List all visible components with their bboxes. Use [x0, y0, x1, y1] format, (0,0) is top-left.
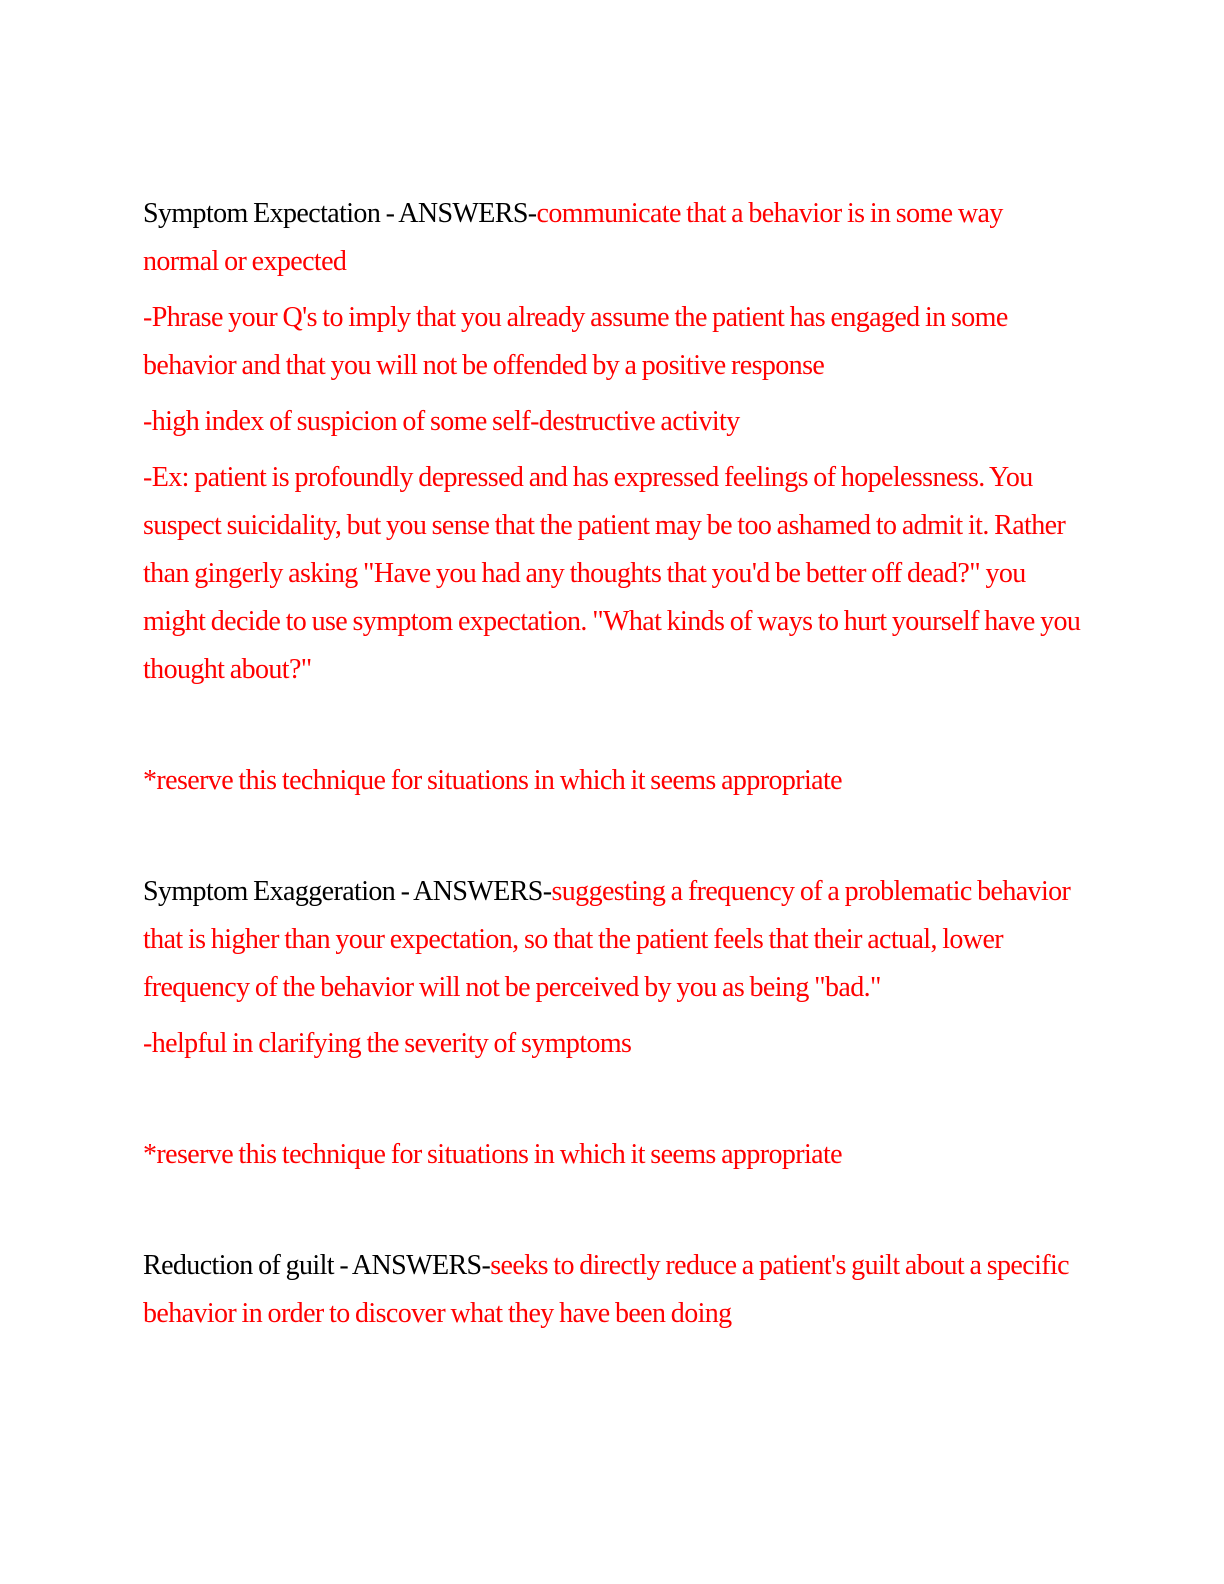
entry-reduction-of-guilt [143, 1242, 1083, 1338]
entry-symptom-exaggeration [143, 868, 1083, 1012]
entry-note: *reserve this technique for situations in which it seems appropriate [143, 1139, 842, 1170]
entry-answer: communicate that a behavior is in some way normal or expected [143, 198, 1003, 277]
entry-bullet: -Phrase your Q's to imply that you already assume the patient has engaged in some behavior and that you will not be offended by a positive response [143, 302, 1008, 381]
entry-term: Reduction of guilt - ANSWERS- [143, 1250, 491, 1281]
document-page [143, 190, 1083, 1338]
entry-bullet: -helpful in clarifying the severity of symptoms [143, 1028, 632, 1059]
entry-answer: suggesting a frequency of a problematic behavior that is higher than your expectation, so that the patient feels that their actual, lower frequency of the behavior will not be perceived by you as being "bad." [143, 876, 1071, 1003]
entry-symptom-expectation [143, 190, 1083, 286]
entry-note: *reserve this technique for situations in which it seems appropriate [143, 765, 842, 796]
entry-bullet: -Ex: patient is profoundly depressed and has expressed feelings of hopelessness. You suspect suicidality, but you sense that the patient may be too ashamed to admit it. Rather than gingerly asking "Have you had any thoughts that you'd be better off dead?" you might decide to use symptom expectation. "What kinds of ways to hurt yourself have you thought about?" [143, 462, 1081, 685]
entry-term: Symptom Expectation - ANSWERS- [143, 198, 537, 229]
entry-term: Symptom Exaggeration - ANSWERS- [143, 876, 552, 907]
entry-bullet: -high index of suspicion of some self-destructive activity [143, 406, 740, 437]
entry-answer: seeks to directly reduce a patient's guilt about a specific behavior in order to discover what they have been doing [143, 1250, 1070, 1329]
